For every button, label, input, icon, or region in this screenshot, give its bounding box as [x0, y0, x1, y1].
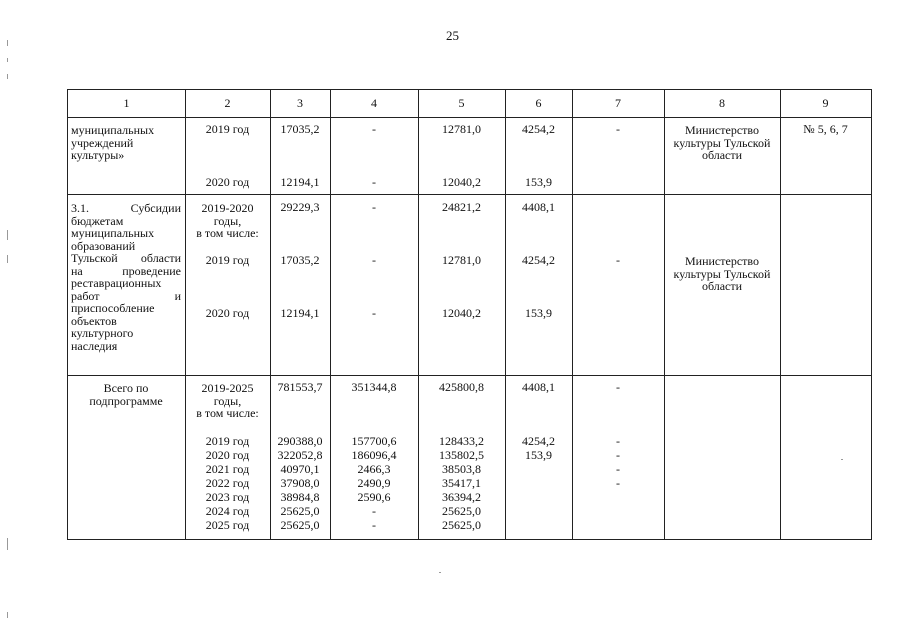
header-col-7: 7	[615, 96, 621, 110]
description-line: подпрограмме	[89, 393, 163, 408]
year-cell: 2020 год	[205, 306, 250, 320]
amount-cell: -	[616, 462, 620, 476]
amount-cell: 186096,4	[351, 448, 397, 462]
period-line: годы,	[213, 213, 242, 228]
year-cell: 2020 год	[205, 448, 250, 462]
column-divider	[664, 90, 665, 539]
row-description	[71, 124, 181, 162]
year-list	[185, 434, 270, 532]
amount-cell: 24821,2	[442, 200, 481, 214]
row-description	[71, 382, 181, 407]
year-cell: 2023 год	[205, 490, 250, 504]
header-col-6: 6	[535, 96, 542, 110]
year-cell: 2021 год	[205, 462, 250, 476]
amount-cell: 25625,0	[442, 504, 481, 518]
amount-cell: 35417,1	[442, 476, 481, 490]
period-line: годы,	[213, 393, 242, 408]
responsible-ministry	[666, 124, 778, 162]
amount-cell: 12040,2	[442, 306, 481, 320]
year-cell: 2019 год	[205, 122, 250, 136]
column-divider	[780, 90, 781, 539]
amount-list	[330, 434, 418, 532]
description-line: муниципальных	[71, 123, 155, 137]
header-col-9: 9	[822, 96, 829, 110]
amount-list	[270, 434, 330, 532]
row-description	[71, 202, 181, 352]
description-line: культуры»	[71, 148, 125, 162]
description-line: наследия	[71, 338, 118, 353]
amount-cell: 17035,2	[280, 253, 320, 267]
amount-cell: 17035,2	[280, 122, 320, 136]
amount-list	[505, 434, 572, 462]
amount-cell: 2466,3	[357, 462, 391, 476]
period-cell	[185, 202, 270, 240]
amount-cell: -	[372, 122, 376, 136]
row-divider	[68, 375, 871, 376]
amount-cell: 2590,6	[357, 490, 391, 504]
scan-mark	[7, 255, 8, 263]
scan-speck	[841, 459, 843, 460]
description-line: реставрационных	[71, 276, 162, 290]
amount-cell: -	[372, 504, 376, 518]
scan-mark	[7, 40, 8, 46]
description-line: бюджетам	[71, 213, 124, 228]
amount-cell: 25625,0	[442, 518, 481, 532]
description-line: образований	[71, 238, 136, 253]
scan-speck	[439, 572, 441, 573]
budget-table	[67, 89, 872, 540]
amount-cell: 4408,1	[522, 380, 555, 394]
amount-cell: -	[372, 306, 376, 320]
period-line: 2019-2025	[201, 381, 254, 395]
year-cell: 2022 год	[205, 476, 250, 490]
description-line: работ и	[71, 288, 181, 303]
scan-mark	[7, 538, 8, 550]
row-divider	[68, 194, 871, 195]
amount-cell: 12781,0	[442, 122, 481, 136]
amount-list	[572, 434, 664, 490]
amount-cell: -	[616, 448, 620, 462]
year-cell: 2025 год	[205, 518, 250, 532]
header-col-3: 3	[297, 96, 303, 110]
amount-cell: -	[372, 175, 376, 189]
description-line: муниципальных	[71, 226, 155, 240]
amount-cell: 135802,5	[439, 448, 484, 462]
amount-cell: 36394,2	[442, 490, 481, 504]
amount-cell: -	[616, 434, 620, 448]
header-col-5: 5	[458, 96, 465, 110]
amount-cell: -	[616, 253, 620, 267]
period-line: в том числе:	[196, 226, 259, 240]
amount-cell: 2490,9	[357, 476, 391, 490]
amount-cell: 153,9	[525, 306, 552, 320]
description-line: культурного	[71, 326, 134, 340]
year-cell: 2019 год	[205, 253, 250, 267]
description-line: Тульской области	[71, 251, 181, 265]
amount-cell: -	[616, 476, 620, 490]
period-line: в том числе:	[196, 406, 259, 420]
ministry-line: Министерство	[685, 123, 759, 137]
page-number: 25	[446, 28, 459, 43]
amount-cell: 4408,1	[522, 200, 555, 214]
description-line: объектов	[71, 313, 117, 328]
reference-cell: № 5, 6, 7	[803, 122, 848, 136]
amount-cell: 128433,2	[439, 434, 484, 448]
scan-mark	[7, 230, 8, 240]
amount-cell: -	[616, 122, 620, 136]
amount-cell: 4254,2	[522, 122, 555, 136]
header-col-2: 2	[224, 96, 231, 110]
amount-cell: 290388,0	[277, 434, 323, 448]
amount-cell: -	[372, 253, 376, 267]
amount-cell: -	[616, 380, 620, 394]
amount-cell: 12781,0	[442, 253, 481, 267]
amount-cell: 12040,2	[442, 175, 481, 189]
ministry-line: области	[701, 279, 743, 293]
ministry-line: Министерство	[685, 254, 759, 268]
amount-cell: 425800,8	[439, 380, 484, 394]
amount-cell: 781553,7	[277, 380, 323, 394]
amount-list	[418, 434, 505, 532]
year-cell: 2024 год	[205, 504, 250, 518]
scan-mark	[7, 612, 8, 618]
ministry-line: культуры Тульской	[673, 266, 771, 281]
header-col-4: 4	[371, 96, 377, 110]
amount-cell: 38984,8	[280, 490, 320, 504]
responsible-ministry	[666, 255, 778, 293]
amount-cell: 37908,0	[280, 476, 320, 490]
period-cell	[185, 382, 270, 420]
amount-cell: 12194,1	[280, 306, 320, 320]
header-col-8: 8	[719, 96, 725, 110]
amount-cell: 322052,8	[277, 448, 323, 462]
amount-cell: 153,9	[525, 175, 552, 189]
amount-cell: 25625,0	[280, 518, 320, 532]
description-line: 3.1. Субсидии	[71, 201, 181, 215]
ministry-line: области	[701, 148, 743, 162]
amount-cell: 4254,2	[522, 434, 555, 448]
description-line: Всего по	[103, 381, 149, 395]
amount-cell: 153,9	[525, 448, 552, 462]
amount-cell: -	[372, 200, 376, 214]
description-line: на проведение	[71, 263, 181, 278]
description-line: приспособление	[71, 301, 155, 315]
amount-cell: 25625,0	[280, 504, 320, 518]
amount-cell: 351344,8	[351, 380, 397, 394]
amount-cell: 4254,2	[522, 253, 555, 267]
ministry-line: культуры Тульской	[673, 135, 771, 150]
amount-cell: 157700,6	[351, 434, 397, 448]
row-divider	[68, 117, 871, 118]
scan-mark	[7, 74, 8, 79]
scan-mark	[7, 58, 8, 62]
amount-cell: 38503,8	[442, 462, 481, 476]
amount-cell: 40970,1	[280, 462, 320, 476]
amount-cell: 29229,3	[280, 200, 320, 214]
description-line: учреждений	[71, 135, 134, 150]
amount-cell: 12194,1	[280, 175, 320, 189]
year-cell: 2020 год	[205, 175, 250, 189]
period-line: 2019-2020	[201, 201, 254, 215]
amount-cell: -	[372, 518, 376, 532]
year-cell: 2019 год	[205, 434, 250, 448]
header-col-1: 1	[123, 96, 130, 110]
